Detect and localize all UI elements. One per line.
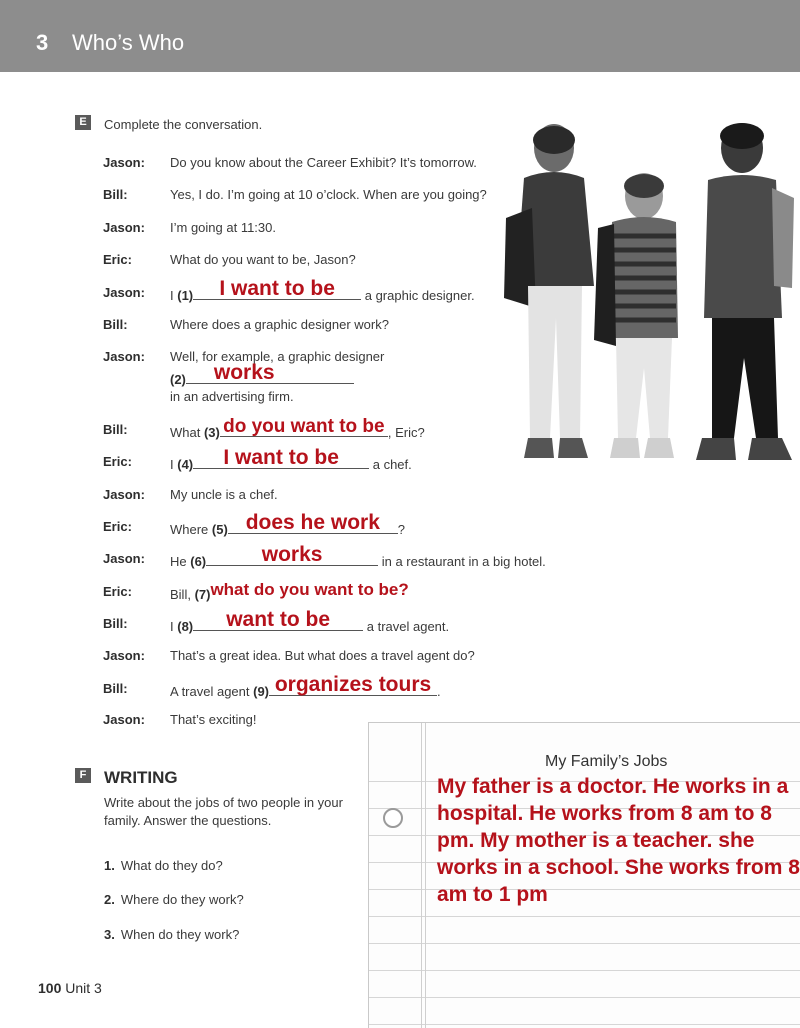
line-text xyxy=(170,277,475,303)
boy-middle-figure xyxy=(594,173,678,458)
blank-number: (9) xyxy=(253,684,270,699)
speaker: Bill: xyxy=(103,681,128,696)
blank-number: (6) xyxy=(190,554,207,569)
ruled-line xyxy=(369,997,800,998)
pre-text: I xyxy=(170,619,178,634)
speaker: Bill: xyxy=(103,422,128,437)
line-text xyxy=(170,543,546,569)
notebook-title: My Family’s Jobs xyxy=(545,753,668,770)
unit-title: Who’s Who xyxy=(72,30,185,55)
post-text: a graphic designer. xyxy=(361,288,475,303)
pre-text: What xyxy=(170,425,204,440)
unit-number: 3 xyxy=(36,30,49,55)
ruled-line xyxy=(369,943,800,944)
speaker: Jason: xyxy=(103,155,145,170)
answer-text: I want to be xyxy=(223,446,339,469)
speaker: Eric: xyxy=(103,584,132,599)
line-text xyxy=(170,580,442,602)
answer-blank[interactable] xyxy=(206,543,378,566)
answer-text: want to be xyxy=(226,608,331,631)
line-text: Do you know about the Career Exhibit? It’s tomorrow. xyxy=(170,155,477,170)
line-text xyxy=(170,446,412,472)
line-text: My uncle is a chef. xyxy=(170,487,278,502)
line-text: Where does a graphic designer work? xyxy=(170,317,389,332)
line-text: What do you want to be, Jason? xyxy=(170,252,356,267)
pre-text: He xyxy=(170,554,191,569)
answer-blank[interactable] xyxy=(193,446,369,469)
question-item xyxy=(104,892,244,907)
question-item xyxy=(104,927,239,942)
post-text: a chef. xyxy=(369,457,412,472)
post-text: , Eric? xyxy=(387,425,425,440)
answer-blank[interactable] xyxy=(220,416,388,437)
post-text: ? xyxy=(397,522,406,537)
line-text xyxy=(170,416,425,440)
binder-hole-icon xyxy=(383,808,403,828)
speaker: Jason: xyxy=(103,349,145,364)
answer-text: works xyxy=(213,361,275,384)
answer-text: works xyxy=(261,543,323,566)
line-text-3: in an advertising firm. xyxy=(170,389,294,404)
section-f-badge: F xyxy=(75,768,91,783)
answer-text: what do you want to be? xyxy=(210,580,409,599)
answer-text: does he work xyxy=(245,511,380,534)
boy-left-figure xyxy=(504,124,594,458)
blank-number: (3) xyxy=(203,425,220,440)
page-header xyxy=(0,0,800,72)
blank-number: (8) xyxy=(177,619,194,634)
question-text: What do they do? xyxy=(120,858,223,873)
answer-text: I want to be xyxy=(219,277,335,300)
speaker: Jason: xyxy=(103,487,145,502)
blank-number: (4) xyxy=(177,457,194,472)
pre-text: I xyxy=(170,457,178,472)
post-text: in a restaurant in a big hotel. xyxy=(378,554,546,569)
line-text: Yes, I do. I’m going at 10 o’clock. When are you going? xyxy=(170,187,487,202)
pre-text: Where xyxy=(170,522,212,537)
ruled-line xyxy=(369,1024,800,1025)
three-boys-photo xyxy=(502,118,800,478)
post-text: . xyxy=(437,684,441,699)
speaker: Eric: xyxy=(103,454,132,469)
speaker: Bill: xyxy=(103,317,128,332)
pre-text: A travel agent xyxy=(170,684,254,699)
line-text: That’s exciting! xyxy=(170,712,257,727)
question-text: When do they work? xyxy=(120,927,240,942)
section-e-instruction: Complete the conversation. xyxy=(104,117,263,132)
post-text: a travel agent. xyxy=(363,619,450,634)
writing-title: WRITING xyxy=(104,768,178,787)
boy-right-figure xyxy=(696,123,794,460)
margin-line xyxy=(421,723,422,1028)
question-number: 3. xyxy=(104,927,115,942)
pre-text: Bill, xyxy=(170,587,195,602)
page-number: 100 xyxy=(38,980,62,996)
speaker: Jason: xyxy=(103,285,145,300)
question-number: 1. xyxy=(104,858,115,873)
page-footer xyxy=(38,980,102,996)
notebook-paper xyxy=(368,722,800,1028)
answer-blank[interactable] xyxy=(228,511,398,534)
question-number: 2. xyxy=(104,892,115,907)
speaker: Eric: xyxy=(103,252,132,267)
speaker: Jason: xyxy=(103,712,145,727)
line-text: That’s a great idea. But what does a travel agent do? xyxy=(170,648,475,663)
blank-number: (5) xyxy=(211,522,228,537)
speaker: Bill: xyxy=(103,187,128,202)
speaker: Eric: xyxy=(103,519,132,534)
answer-blank[interactable] xyxy=(186,361,354,384)
section-e-badge: E xyxy=(75,115,91,130)
answer-text: organizes tours xyxy=(274,673,432,696)
margin-line xyxy=(425,723,426,1028)
ruled-line xyxy=(369,970,800,971)
speaker: Jason: xyxy=(103,220,145,235)
answer-text: do you want to be xyxy=(223,416,385,437)
answer-blank[interactable] xyxy=(210,580,442,599)
line-text-2 xyxy=(170,361,354,387)
blank-number: (1) xyxy=(177,288,194,303)
blank-number: (7) xyxy=(194,587,211,602)
footer-unit: Unit 3 xyxy=(65,980,102,996)
line-text xyxy=(170,511,406,537)
line-text: Well, for example, a graphic designer xyxy=(170,349,385,364)
pre-text: I xyxy=(170,288,178,303)
writing-instruction: Write about the jobs of two people in your family. Answer the questions. xyxy=(104,795,343,828)
answer-blank[interactable] xyxy=(193,277,361,300)
speaker: Jason: xyxy=(103,551,145,566)
line-text: I’m going at 11:30. xyxy=(170,220,276,235)
question-text: Where do they work? xyxy=(120,892,244,907)
question-item xyxy=(104,858,223,873)
notebook-answer[interactable]: My father is a doctor. He works in a hospital. He works from 8 am to 8 pm. My mother is a teacher. she works in a school. She works from 8 am to 1 pm xyxy=(437,775,800,906)
answer-blank[interactable] xyxy=(269,673,437,696)
speaker: Jason: xyxy=(103,648,145,663)
answer-blank[interactable] xyxy=(193,608,363,631)
ruled-line xyxy=(369,916,800,917)
speaker: Bill: xyxy=(103,616,128,631)
line-text xyxy=(170,608,450,634)
line-text xyxy=(170,673,441,699)
blank-number: (2) xyxy=(170,372,186,387)
